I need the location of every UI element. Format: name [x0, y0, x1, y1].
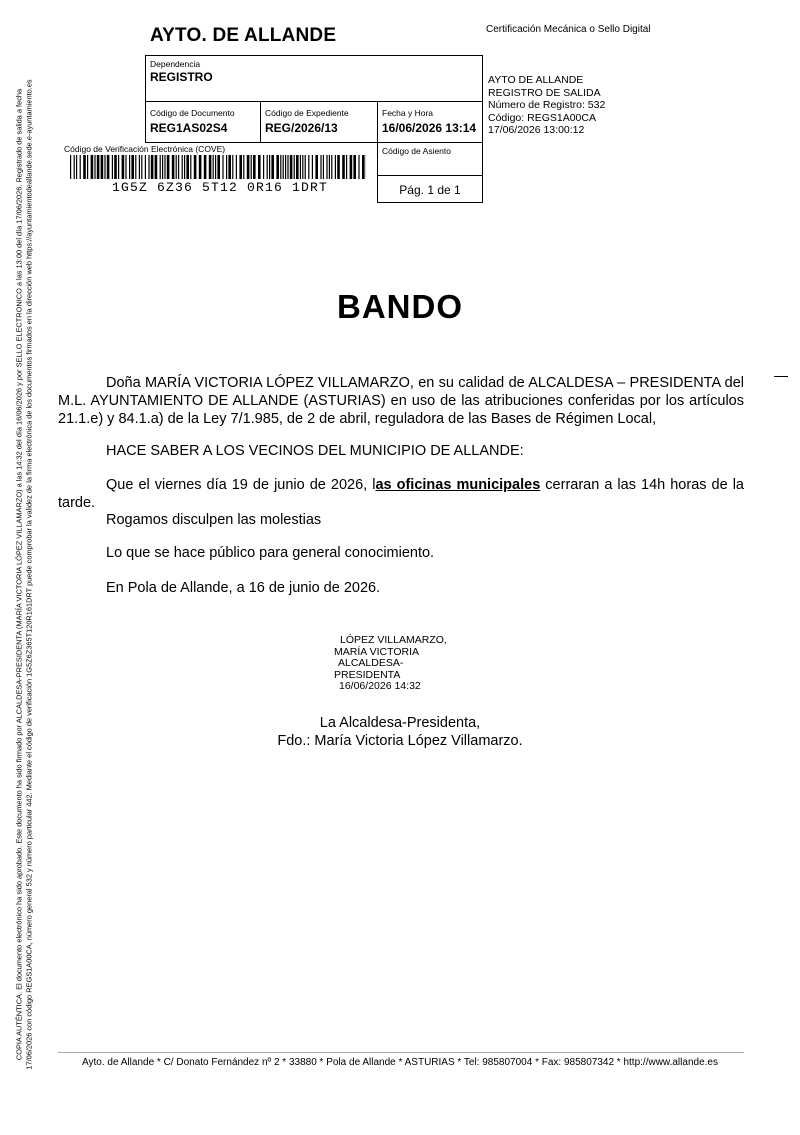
apology-line: Rogamos disculpen las molestias: [58, 511, 792, 529]
cert-label: Certificación Mecánica o Sello Digital: [486, 24, 651, 35]
public-notice-line: Lo que se hace público para general conocimiento.: [58, 544, 792, 562]
footer-contact: Ayto. de Allande * C/ Donato Fernández nº 2 * 33880 * Pola de Allande * ASTURIAS * Tel: 985807004 * Fax: 985807342 * http://www.allande.es: [0, 1057, 800, 1068]
signature-line: 16/06/2026 14:32: [334, 681, 447, 693]
cod-documento-label: Código de Documento: [150, 108, 235, 118]
margin-mark: [774, 376, 788, 377]
asiento-label: Código de Asiento: [382, 146, 451, 156]
side-text-line: COPIA AUTÉNTICA. El documento electrónico ha sido aprobado. Este documento ha sido firmado por ALCALDESA-PRESIDENTA (MARÍA VICTORIA LÓPEZ VILLAMARZO) a las 14:32 del día 16/06/2026 y por SELLO ELECTRONICO a las 13:00 del día 17/06/2026. Registrado de salida a fecha: [15, 15, 25, 1135]
cove-label: Código de Verificación Electrónica (COVE): [64, 144, 225, 154]
dependencia-value: REGISTRO: [150, 70, 213, 84]
fecha-label: Fecha y Hora: [382, 108, 433, 118]
document-title: BANDO: [0, 288, 800, 326]
announcement-text-c: cerraran a las 14h horas de la tarde.: [58, 477, 744, 511]
stamp-line: 17/06/2026 13:00:12: [488, 124, 605, 137]
announcement-emphasis: as oficinas municipales: [375, 477, 540, 493]
page-number: Pág. 1 de 1: [377, 183, 483, 197]
signature-line: ALCALDESA-: [334, 658, 447, 670]
asiento-divider: [377, 175, 483, 176]
org-name: AYTO. DE ALLANDE: [150, 25, 336, 47]
announcement-text-a: Que el viernes día 19 de junio de 2026, l: [106, 477, 375, 493]
closing-signatory: Fdo.: María Victoria López Villamarzo.: [0, 732, 800, 750]
signature-line: LÓPEZ VILLAMARZO,: [334, 635, 447, 647]
cod-expediente-value: REG/2026/13: [265, 121, 338, 135]
stamp-line: AYTO DE ALLANDE: [488, 74, 605, 87]
side-text-line: 17/06/2026 con código REGS1A00CA, número general 532 y número particular 442. Mediante el código de verificación 1G5Z6Z365T120R161DRT puede comprobar la validez de la firma electrónica de los documentos firmados en la dirección web https://ayuntamientodeallande.sede.e-ayuntamiento.es: [24, 15, 34, 1135]
stamp-line: Código: REGS1A00CA: [488, 112, 605, 125]
cove-code: 1G5Z 6Z36 5T12 0R16 1DRT: [112, 180, 328, 195]
signature-line: PRESIDENTA: [334, 670, 447, 682]
announcement-paragraph: [58, 476, 744, 512]
closing-role: La Alcaldesa-Presidenta,: [0, 714, 800, 732]
stamp-line: REGISTRO DE SALIDA: [488, 87, 605, 100]
intro-paragraph: Doña MARÍA VICTORIA LÓPEZ VILLAMARZO, en su calidad de ALCALDESA – PRESIDENTA del M.L. AYUNTAMIENTO DE ALLANDE (ASTURIAS) en uso de las atribuciones conferidas por los artículos 21.1.e) y 84.1.a) de la Ley 7/1.985, de 2 de abril, reguladora de las Bases de Régimen Local,: [58, 374, 744, 428]
announcement-heading: HACE SABER A LOS VECINOS DEL MUNICIPIO DE ALLANDE:: [58, 442, 792, 460]
place-date-line: En Pola de Allande, a 16 de junio de 2026.: [58, 579, 792, 597]
dependencia-label: Dependencia: [150, 59, 200, 69]
cod-expediente-label: Código de Expediente: [265, 108, 349, 118]
registry-stamp: [488, 74, 605, 137]
fecha-value: 16/06/2026 13:14: [382, 121, 476, 135]
digital-signature: [334, 635, 447, 693]
closing-block: [0, 714, 800, 750]
footer-divider: [58, 1052, 744, 1053]
authenticity-side-text: [15, 15, 34, 1135]
stamp-line: Número de Registro: 532: [488, 99, 605, 112]
signature-line: MARÍA VICTORIA: [334, 647, 447, 659]
cod-documento-value: REG1AS02S4: [150, 121, 227, 135]
cove-barcode: [70, 155, 366, 179]
